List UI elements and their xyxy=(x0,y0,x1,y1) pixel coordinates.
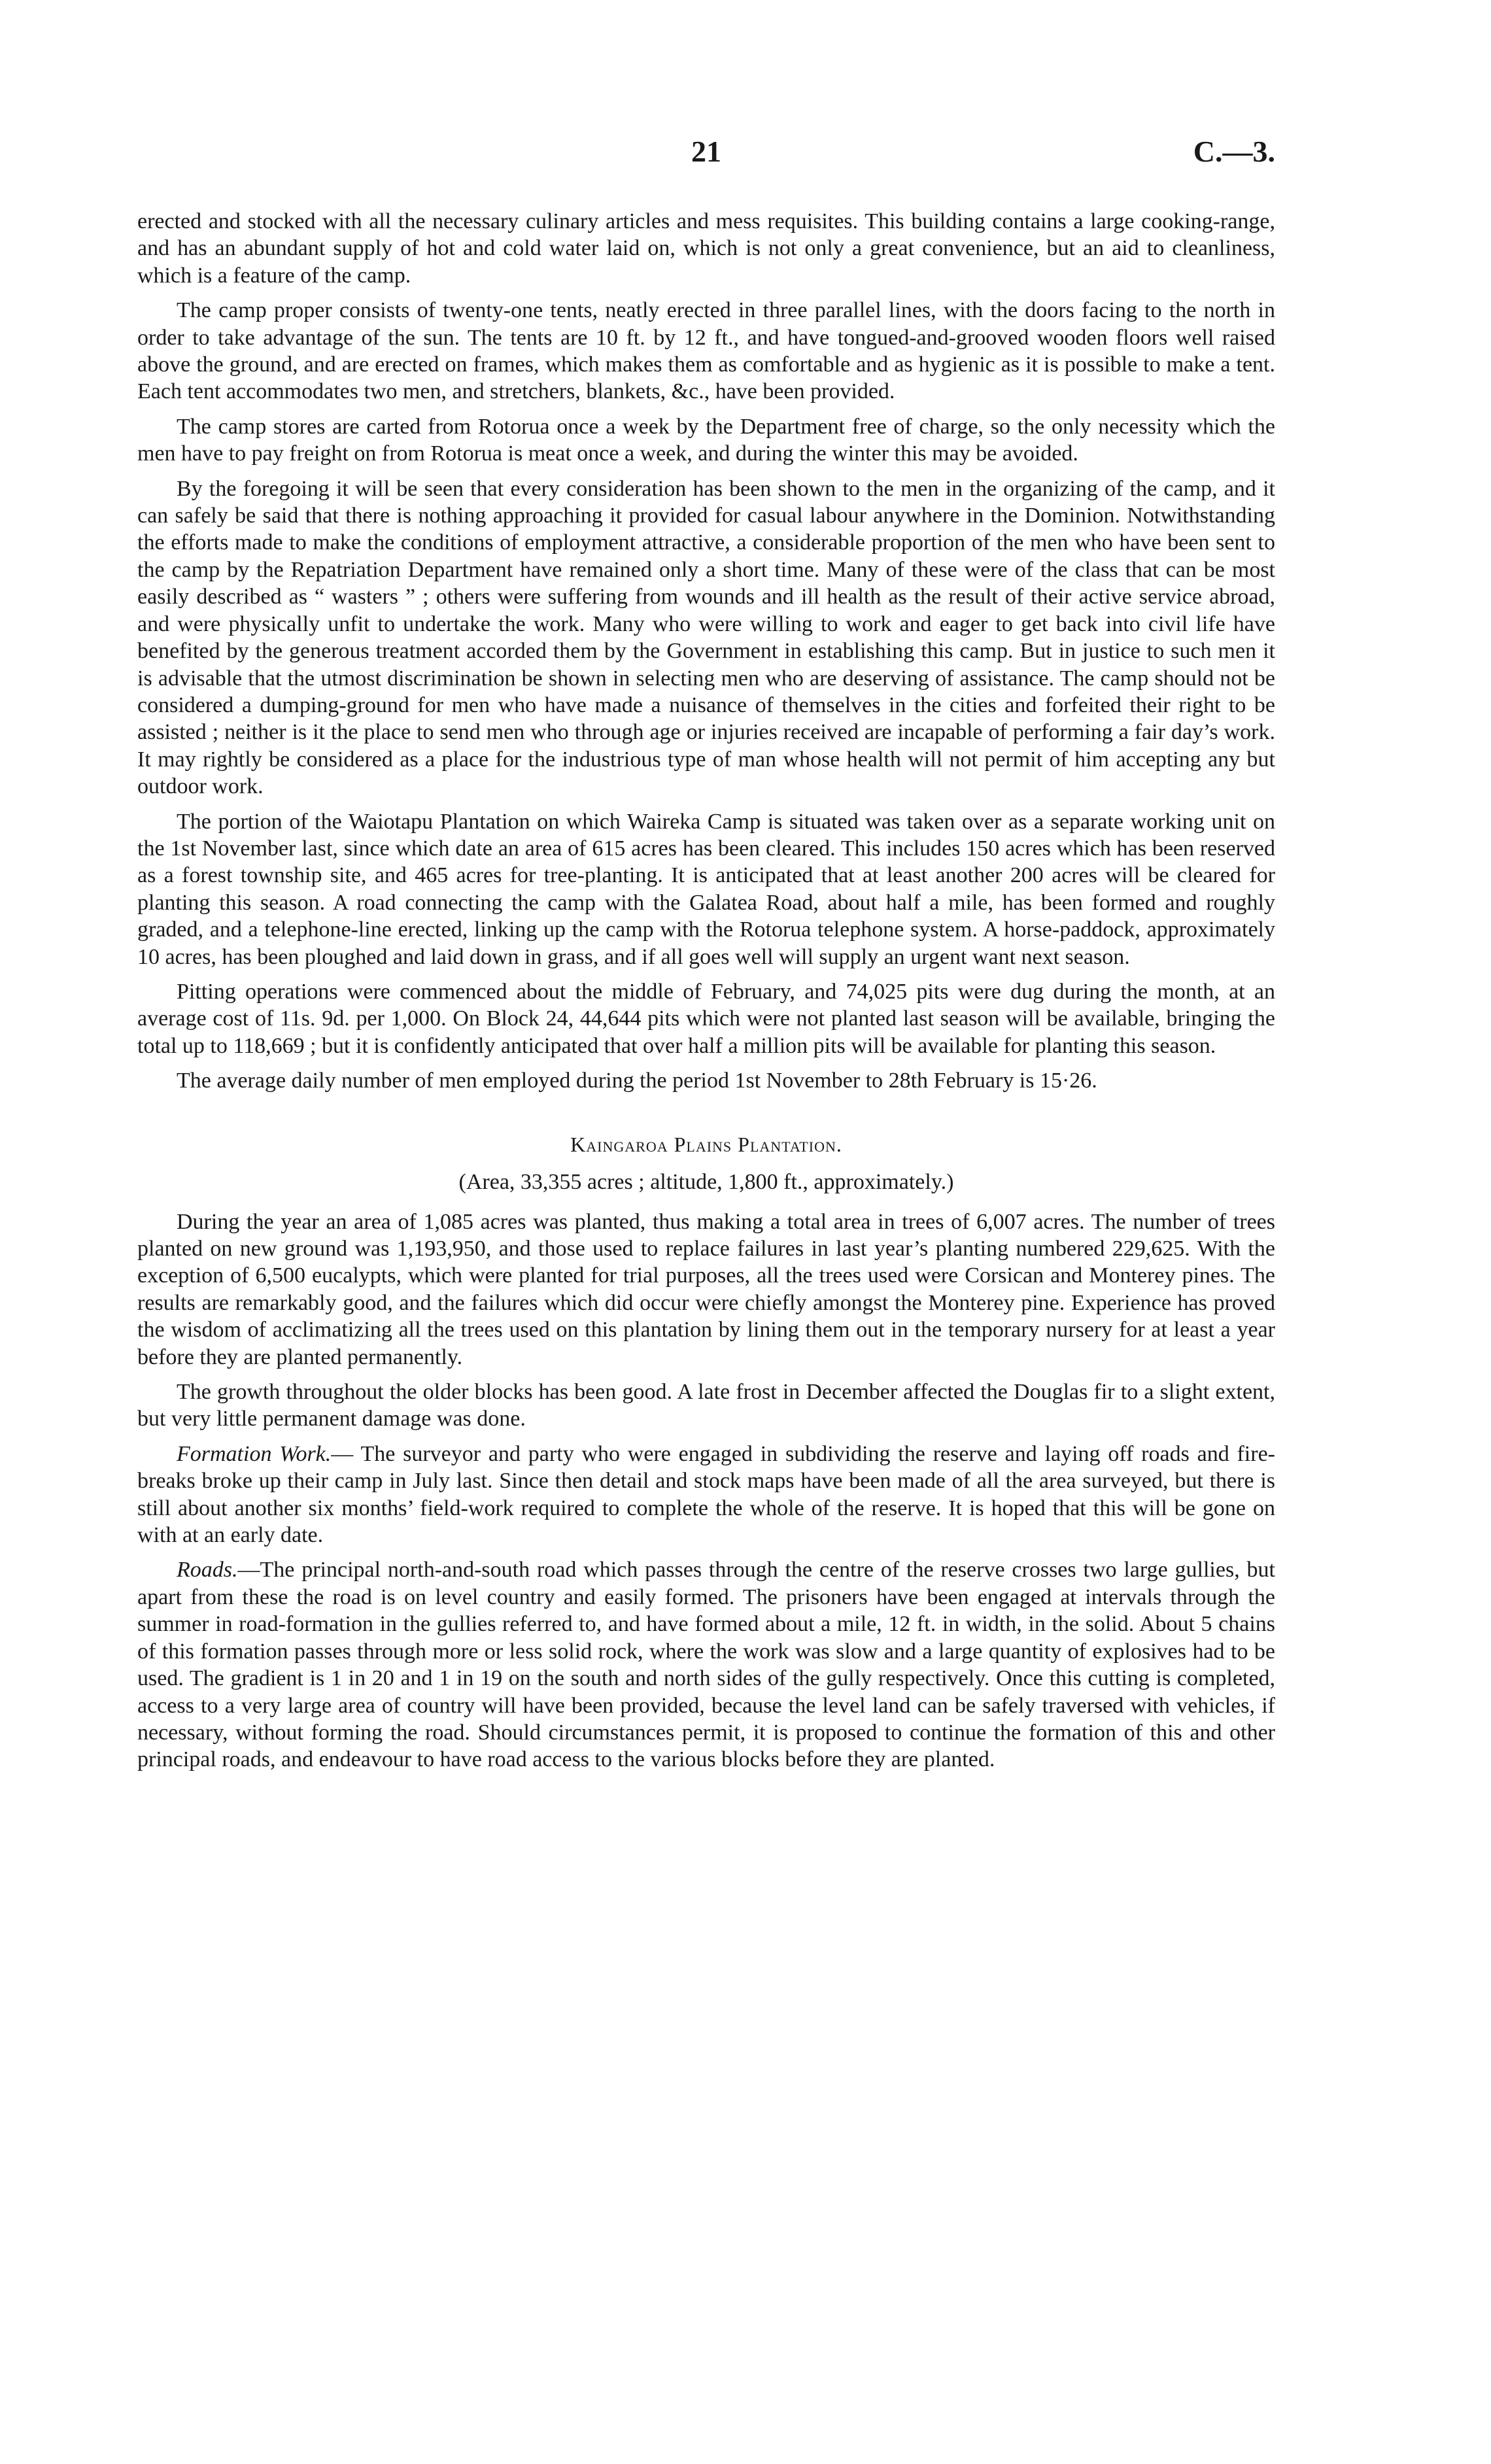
page-number: 21 xyxy=(691,135,721,168)
paragraph: erected and stocked with all the necessary culinary articles and mess requisites. This building contains a large cooking-range, and has an abundant supply of hot and cold water laid on, which is not only a great convenience, but an aid to cleanliness, which is a feature of the camp. xyxy=(137,209,1275,288)
section-subheading: (Area, 33,355 acres ; altitude, 1,800 ft., approximately.) xyxy=(458,1169,954,1194)
paragraph: The camp stores are carted from Rotorua once a week by the Department free of charge, so the only necessity which the men have to pay freight on from Rotorua is meat once a week, and during the winter this may be avoided. xyxy=(137,414,1275,466)
section-heading: Kaingaroa Plains Plantation. xyxy=(570,1132,842,1156)
formation-work-paragraph xyxy=(137,1441,1275,1549)
roads-paragraph xyxy=(137,1556,1275,1773)
formation-work-lead: Formation Work. xyxy=(177,1441,332,1466)
paragraph: By the foregoing it will be seen that every consideration has been shown to the men in the organizing of the camp, and it can safely be said that there is nothing approaching it provided for casual labour anywhere in the Dominion. Notwithstanding the efforts made to make the conditions of employment attractive, a considerable proportion of the men who have been sent to the camp by the Repatriation Department have remained only a short time. Many of these were of the class that can be most easily described as “ wasters ” ; others were suffering from wounds and ill health as the result of their active service abroad, and were physically unfit to undertake the work. Many who were willing to work and eager to get back into civil life have benefited by the generous treatment accorded them by the Government in establishing this camp. But in justice to such men it is advisable that the utmost discrimination be shown in selecting men who are deserving of assistance. The camp should not be considered a dumping-ground for men who have made a nuisance of themselves in the cities and forfeited their right to be assisted ; neither is it the place to send men who through age or injuries received are incapable of performing a fair day’s work. It may rightly be considered as a place for the industrious type of man whose health will not permit of him accepting any but outdoor work. xyxy=(137,476,1275,799)
document-body xyxy=(137,208,1275,1781)
roads-lead: Roads. xyxy=(177,1558,238,1583)
page-header xyxy=(137,134,1275,180)
document-reference: C.—3. xyxy=(1193,135,1275,168)
paragraph: During the year an area of 1,085 acres was planted, thus making a total area in trees of 6,007 acres. The number of trees planted on new ground was 1,193,950, and those used to replace failures in last year’s planting numbered 229,625. With the exception of 6,500 eucalypts, which were planted for trial purposes, all the trees used were Corsican and Monterey pines. The results are remarkably good, and the failures which did occur were chiefly amongst the Monterey pine. Experience has proved the wisdom of acclimatizing all the trees used on this plantation by lining them out in the temporary nursery for at least a year before they are planted permanently. xyxy=(137,1209,1275,1369)
paragraph: The growth throughout the older blocks has been good. A late frost in December affected the Douglas fir to a slight extent, but very little permanent damage was done. xyxy=(137,1380,1275,1431)
formation-work-text: — The surveyor and party who were engaged in subdividing the reserve and laying off roads and fire-breaks broke up their camp in July last. Since then detail and stock maps have been made of all the area surveyed, but there is still about another six months’ field-work required to complete the whole of the reserve. It is hoped that this will be gone on with at an early date. xyxy=(137,1441,1275,1548)
roads-text: —The principal north-and-south road which passes through the centre of the reserve crosses two large gullies, but apart from these the road is on level country and easily formed. The prisoners have been engaged at intervals through the summer in road-formation in the gullies referred to, and have formed about a mile, 12 ft. in width, in the solid. About 5 chains of this formation passes through more or less solid rock, where the work was slow and a large quantity of explosives had to be used. The gradient is 1 in 20 and 1 in 19 on the south and north sides of the gully respectively. Once this cutting is completed, access to a very large area of country will have been provided, because the level land can be safely traversed with vehicles, if necessary, without forming the road. Should circumstances permit, it is proposed to continue the formation of this and other principal roads, and endeavour to have road access to the various blocks before they are planted. xyxy=(137,1558,1275,1772)
paragraph: The camp proper consists of twenty-one tents, neatly erected in three parallel lines, with the doors facing to the north in order to take advantage of the sun. The tents are 10 ft. by 12 ft., and have tongued-and-grooved wooden floors well raised above the ground, and are erected on frames, which makes them as comfortable and as hygienic as it is possible to make a tent. Each tent accommodates two men, and stretchers, blankets, &c., have been provided. xyxy=(137,298,1275,404)
paragraph: The average daily number of men employed during the period 1st November to 28th February is 15·26. xyxy=(177,1069,1097,1093)
paragraph: The portion of the Waiotapu Plantation on which Waireka Camp is situated was taken over as a separate working unit on the 1st November last, since which date an area of 615 acres has been cleared. This includes 150 acres which has been reserved as a forest township site, and 465 acres for tree-planting. It is anticipated that at least another 200 acres will be cleared for planting this season. A road connecting the camp with the Galatea Road, about half a mile, has been formed and roughly graded, and a telephone-line erected, linking up the camp with the Rotorua telephone system. A horse-paddock, approximately 10 acres, has been ploughed and laid down in grass, and if all goes well will supply an urgent want next season. xyxy=(137,809,1275,969)
paragraph: Pitting operations were commenced about the middle of February, and 74,025 pits were dug during the month, at an average cost of 11s. 9d. per 1,000. On Block 24, 44,644 pits which were not planted last season will be available, bringing the total up to 118,669 ; but it is confidently anticipated that over half a million pits will be available for planting this season. xyxy=(137,979,1275,1058)
